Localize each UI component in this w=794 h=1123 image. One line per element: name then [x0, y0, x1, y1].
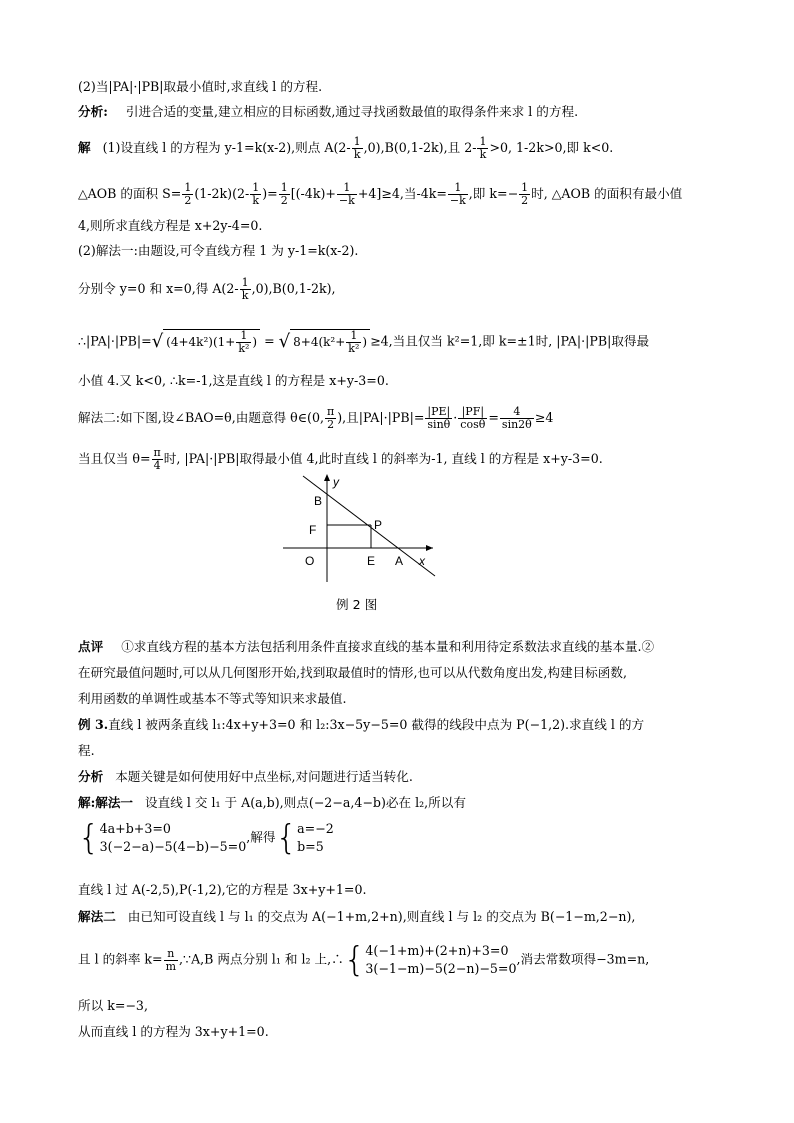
- system-1-equations: [100, 820, 247, 856]
- label-p: P: [374, 518, 383, 532]
- example3-analysis-text: 本题关键是如何使用好中点坐标,对问题进行适当转化.: [115, 769, 413, 784]
- method1-min-line: 小值 4.又 k<0, ∴k=-1,这是直线 l 的方程是 x+y-3=0.: [78, 373, 389, 388]
- method2b-line: [78, 909, 635, 925]
- sys1-eq1: 4a+b+3=0: [99, 821, 171, 836]
- method2-equality-line: [78, 447, 603, 472]
- m1-let-part-a: 分别令 y=0 和 x=0,得 A(2-: [78, 281, 239, 296]
- frac-1-over-neg-k: $\frac{1}{-k}$: [338, 181, 355, 207]
- area-part-b: (1-2k)(2-: [194, 186, 250, 201]
- comment-label: 点评: [78, 639, 104, 654]
- final-line: 从而直线 l 的方程为 3x+y+1=0.: [78, 1024, 269, 1039]
- frac-1-over-k-c: $\frac{1}{k}$: [252, 181, 260, 207]
- x-axis-arrow-icon: [426, 545, 433, 551]
- m1-prod-part-a: ∴|PA|·|PB|=: [78, 333, 152, 349]
- m2-eq-part-a: 当且仅当 θ=: [78, 451, 151, 466]
- question-part2: (2)当|PA|·|PB|取最小值时,求直线 l 的方程.: [78, 79, 323, 94]
- example3-label: 例 3.: [78, 717, 109, 732]
- example3-solution-label: 解:解法一: [78, 795, 134, 810]
- so-k-line: 所以 k=−3,: [78, 998, 148, 1013]
- radical-2: 8+4(k²+ $\frac{1}{\text{k²}}$ ): [290, 329, 370, 355]
- comment-line-1: [78, 639, 654, 655]
- label-y: y: [333, 475, 339, 489]
- frac-n-over-m: $\frac{n}{m}$: [165, 946, 177, 973]
- example2-figure: [283, 472, 443, 584]
- sys1-r1: a=−2: [297, 821, 334, 836]
- system-1-results: [297, 820, 334, 856]
- m1-prod-part-b: ≥4,当且仅当 k²=1,即 k=±1时, |PA|·|PB|取得最: [370, 333, 650, 349]
- comment-line-2: 在研究最值问题时,可以从几何图形开始,找到取最值时的情形,也可以从代数角度出发,构建目标函数,: [78, 665, 627, 680]
- radical-2-text: 8+4(k²+: [293, 335, 346, 349]
- comment-text-1: ①求直线方程的基本方法包括利用条件直接求直线的基本量和利用待定系数法求直线的基本量.②: [121, 639, 655, 654]
- m1-let-part-b: ,0),B(0,1-2k),: [251, 281, 336, 296]
- label-e: E: [367, 554, 376, 568]
- area-line-2: 4,则所求直线方程是 x+2y-4=0.: [78, 218, 263, 233]
- example3-via-line: 直线 l 过 A(-2,5),P(-1,2),它的方程是 3x+y+1=0.: [78, 882, 367, 897]
- frac-1-over-k-b: $\frac{1}{k}$: [479, 135, 487, 161]
- method1-line: (2)解法一:由题设,可令直线方程 1 为 y-1=k(x-2).: [78, 243, 359, 258]
- slope-part-b: ,∵A,B 两点分别 l₁ 和 l₂ 上,∴: [179, 951, 344, 967]
- radical-1: (4+4k²)(1+ $\frac{1}{\text{k²}}$ ): [163, 329, 260, 355]
- analysis-label: 分析:: [78, 104, 108, 119]
- m2-part-c: ≥4: [534, 410, 554, 425]
- example3-analysis-line: [78, 769, 413, 785]
- label-f: F: [309, 523, 317, 537]
- sys1-eq2: 3(−2−a)−5(4−b)−5=0: [99, 839, 247, 854]
- frac-pi-over-2: $\frac{\pi}{2}$: [326, 405, 335, 431]
- frac-1-over-neg-k-b: $\frac{1}{-k}$: [449, 181, 466, 207]
- system-1: { 4a+b+3=0 3(−2−a)−5(4−b)−5=0 ,解得{ a=−2 b=5: [78, 818, 334, 858]
- frac-half: $\frac{1}{2}$: [184, 181, 192, 207]
- radical-1-text: (4+4k²)(1+: [166, 335, 236, 349]
- analysis-line: [78, 104, 578, 120]
- method2b-label: 解法二: [78, 909, 116, 924]
- y-axis-arrow-icon: [324, 474, 330, 481]
- method1-let-line: [78, 277, 336, 302]
- area-line: [78, 182, 682, 207]
- label-b: B: [314, 494, 323, 508]
- area-part-c: )=: [262, 186, 278, 201]
- system-2: [365, 942, 516, 978]
- example3-line-2: 程.: [78, 743, 95, 758]
- frac-pi-over-4: $\frac{\pi}{4}$: [153, 446, 161, 472]
- example3-solution-text: 设直线 l 交 l₁ 于 A(a,b),则点(−2−a,4−b)必在 l₂,所以有: [145, 795, 466, 810]
- example3-analysis-label: 分析: [78, 769, 104, 784]
- example3-solution-line: [78, 795, 466, 811]
- sys2-eq1: 4(−1+m)+(2+n)+3=0: [365, 943, 509, 958]
- solution1-part-b: ,0),B(0,1-2k),且 2-: [363, 140, 477, 155]
- label-x: x: [419, 554, 425, 568]
- method2-line: 解法二:如下图,设∠BAO=θ,由题意得 θ∈(0, $\frac{\pi}{2}$ ),且|PA|·|PB|= $\frac{|PE|}{\sin\theta}$ · $\frac{|PF|}{\cos\theta}$ = $\frac{4}{\sin 2\theta}$ ≥4: [78, 405, 554, 431]
- frac-1-over-k: $\frac{1}{k}$: [353, 135, 361, 161]
- solution1-part-c: >0, 1-2k>0,即 k<0.: [489, 140, 614, 155]
- m2-part-a: 解法二:如下图,设∠BAO=θ,由题意得 θ∈(0,: [78, 410, 324, 425]
- label-o: O: [305, 554, 315, 568]
- sys2-eq2: 3(−1−m)−5(2−n)−5=0: [365, 961, 517, 976]
- frac-pf-cos: $\frac{|PF|}{\cos\theta}$: [460, 405, 486, 431]
- method1-product-line: ∴|PA|·|PB|=√ (4+4k²)(1+ $\frac{1}{\text{k²}}$ ) = √ 8+4(k²+ $\frac{1}{\text{k²}}$ ) ≥4,当且仅当 k²=1,即 k=±1时, |PA|·|PB|取得最: [78, 329, 650, 355]
- m2-eq-part-b: 时, |PA|·|PB|取得最小值 4,此时直线 l 的斜率为-1, 直线 l 的方程是 x+y-3=0.: [163, 451, 603, 466]
- slope-part-a: 且 l 的斜率 k=: [78, 951, 163, 967]
- analysis-text: 引进合适的变量,建立相应的目标函数,通过寻找函数最值的取得条件来求 l 的方程.: [125, 104, 579, 119]
- slope-part-c: ,消去常数项得−3m=n,: [516, 951, 650, 967]
- area-part-d: [(-4k)+: [290, 186, 336, 201]
- slope-line: 且 l 的斜率 k= $\frac{n}{m}$ ,∵A,B 两点分别 l₁ 和 l₂ 上,∴{ 4(−1+m)+(2+n)+3=0 3(−1−m)−5(2−n)−5=0 ,消去常数项得−3m=n,: [78, 940, 650, 980]
- area-part-e: +4]≥4,当-4k=: [357, 186, 447, 201]
- example3-line: [78, 717, 644, 733]
- solution1-part-a: (1)设直线 l 的方程为 y-1=k(x-2),则点 A(2-: [102, 140, 351, 155]
- frac-1-over-k-d: $\frac{1}{k}$: [241, 276, 249, 302]
- comment-line-3: 利用函数的单调性或基本不等式等知识来求最值.: [78, 691, 347, 706]
- frac-half-c: $\frac{1}{2}$: [521, 181, 529, 207]
- solution1-line: [78, 136, 613, 161]
- label-a: A: [395, 554, 404, 568]
- area-part-g: 时, △AOB 的面积有最小值: [531, 186, 683, 201]
- frac-4-sin2: $\frac{4}{\sin 2\theta}$: [501, 405, 532, 431]
- frac-half-b: $\frac{1}{2}$: [280, 181, 288, 207]
- solution-label: 解: [78, 140, 91, 155]
- figure-caption: 例 2 图: [336, 597, 378, 612]
- m2-part-b: ),且|PA|·|PB|=: [337, 410, 425, 425]
- frac-pe-sin: $\frac{|PE|}{\sin\theta}$: [427, 405, 451, 431]
- example3-text: 直线 l 被两条直线 l₁:4x+y+3=0 和 l₂:3x−5y−5=0 截得的线段中点为 P(−1,2).求直线 l 的方: [108, 717, 645, 732]
- method2b-text: 由已知可设直线 l 与 l₁ 的交点为 A(−1+m,2+n),则直线 l 与 l₂ 的交点为 B(−1−m,2−n),: [127, 909, 636, 924]
- sys1-r2: b=5: [297, 839, 324, 854]
- area-part-f: ,即 k=−: [468, 186, 519, 201]
- sys1-mid: ,解得: [246, 829, 276, 845]
- area-part-a: △AOB 的面积 S=: [78, 186, 182, 201]
